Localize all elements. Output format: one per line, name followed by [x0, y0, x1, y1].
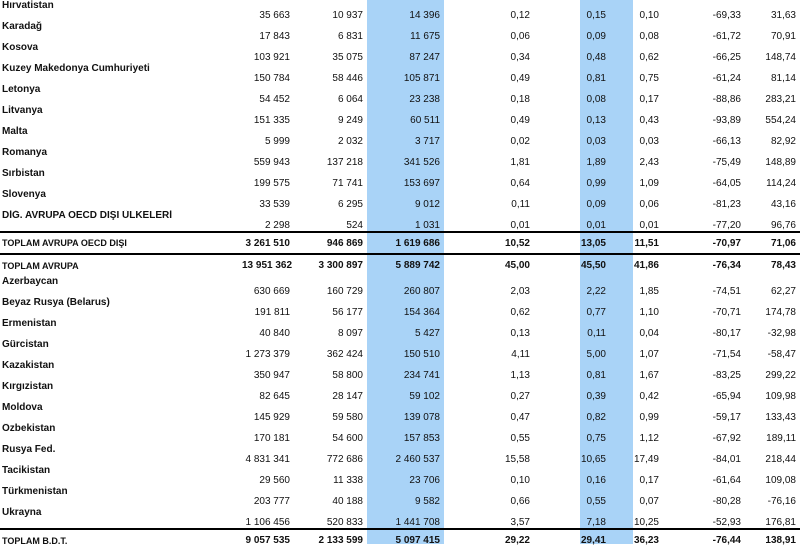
table-row [0, 63, 800, 84]
cell-value: -84,01 [712, 454, 741, 465]
cell-value: 78,43 [770, 260, 796, 271]
cell-value: 3 261 510 [245, 237, 290, 249]
cell-value: 59 580 [332, 412, 363, 423]
cell-value: 29 560 [259, 475, 290, 486]
cell-value: 176,81 [765, 517, 796, 528]
cell-value: 58 446 [332, 73, 363, 84]
cell-value: 71 741 [332, 178, 363, 189]
table-row [0, 507, 800, 529]
cell-value: 5 999 [264, 136, 290, 147]
row-label: Romanya [2, 147, 48, 158]
cell-value: -93,89 [712, 115, 741, 126]
cell-value: 0,48 [586, 52, 606, 63]
cell-value: 5,00 [586, 349, 606, 360]
cell-value: 0,09 [586, 199, 606, 210]
cell-value: 54 452 [259, 94, 290, 105]
row-label: TOPLAM AVRUPA [2, 260, 79, 271]
cell-value: 154 364 [403, 307, 440, 318]
table-row [0, 21, 800, 42]
cell-value: 15,58 [504, 454, 530, 465]
cell-value: 62,27 [770, 286, 796, 297]
cell-value: 1 441 708 [395, 517, 440, 528]
cell-value: 10,65 [580, 454, 606, 465]
cell-value: 3 300 897 [318, 260, 363, 271]
cell-value: 36,23 [633, 535, 659, 546]
cell-value: 35 663 [259, 10, 290, 21]
row-label: Malta [2, 126, 28, 137]
cell-value: 70,91 [770, 31, 796, 42]
table-row [0, 486, 800, 507]
table-row [0, 126, 800, 147]
cell-value: 0,08 [639, 31, 659, 42]
cell-value: 45,00 [504, 260, 530, 271]
cell-value: 0,17 [639, 94, 659, 105]
cell-value: 0,06 [510, 31, 530, 42]
cell-value: 0,42 [639, 391, 659, 402]
cell-value: 114,24 [766, 178, 796, 189]
cell-value: 81,14 [770, 73, 796, 84]
cell-value: 10,52 [504, 237, 530, 249]
row-label: TOPLAM AVRUPA OECD DIŞI [2, 238, 127, 248]
cell-value: 199 575 [253, 178, 290, 189]
cell-value: 1,67 [639, 370, 659, 381]
cell-value: 2 032 [337, 136, 363, 147]
row-label: Slovenya [2, 189, 46, 200]
cell-value: 0,55 [510, 433, 530, 444]
cell-value: 0,99 [586, 178, 606, 189]
row-label: Kuzey Makedonya Cumhuriyeti [2, 63, 150, 74]
total-row [0, 232, 800, 254]
cell-value: 5 427 [414, 328, 440, 339]
cell-value: 10 937 [332, 10, 363, 21]
cell-value: 8 097 [337, 328, 363, 339]
cell-value: 0,15 [586, 10, 606, 21]
cell-value: -66,13 [712, 136, 741, 147]
cell-value: -67,92 [712, 433, 741, 444]
cell-value: 0,11 [511, 199, 530, 210]
table-row [0, 147, 800, 168]
cell-value: 1,09 [639, 178, 659, 189]
cell-value: -71,54 [712, 349, 741, 360]
cell-value: -32,98 [767, 328, 796, 339]
cell-value: -88,86 [712, 94, 741, 105]
cell-value: 350 947 [253, 370, 290, 381]
cell-value: 82 645 [259, 391, 290, 402]
cell-value: 6 064 [337, 94, 363, 105]
cell-value: 5 097 415 [395, 535, 440, 546]
cell-value: 0,06 [639, 199, 659, 210]
cell-value: -80,17 [712, 328, 741, 339]
cell-value: 35 075 [332, 52, 363, 63]
row-label: Ukrayna [2, 507, 42, 518]
cell-value: 43,16 [770, 199, 796, 210]
cell-value: 31,63 [770, 10, 796, 21]
cell-value: 3,57 [510, 517, 530, 528]
cell-value: 33 539 [259, 199, 290, 210]
row-label: Türkmenistan [2, 486, 68, 497]
cell-value: 59 102 [409, 391, 440, 402]
table-row [0, 105, 800, 126]
cell-value: 0,82 [586, 412, 606, 423]
cell-value: 0,64 [510, 178, 530, 189]
cell-value: -81,23 [712, 199, 741, 210]
cell-value: 772 686 [326, 454, 363, 465]
cell-value: 1 106 456 [245, 517, 290, 528]
cell-value: 40 840 [259, 328, 290, 339]
table-row [0, 360, 800, 381]
cell-value: 29,22 [504, 535, 530, 546]
cell-value: 234 741 [403, 370, 440, 381]
cell-value: 9 582 [414, 496, 440, 507]
cell-value: 559 943 [253, 157, 290, 168]
cell-value: -76,16 [767, 496, 796, 507]
cell-value: 11 338 [333, 475, 363, 486]
cell-value: 0,66 [510, 496, 530, 507]
cell-value: 0,77 [586, 307, 606, 318]
cell-value: -61,24 [712, 73, 741, 84]
cell-value: 105 871 [403, 73, 440, 84]
cell-value: 56 177 [332, 307, 363, 318]
row-label: Kosova [2, 42, 39, 53]
cell-value: 45,50 [580, 260, 606, 271]
cell-value: -59,17 [712, 412, 741, 423]
cell-value: 7,18 [586, 517, 606, 528]
cell-value: 157 853 [403, 433, 440, 444]
cell-value: 11,51 [634, 237, 659, 249]
cell-value: 1 031 [414, 220, 440, 231]
cell-value: 71,06 [770, 237, 796, 249]
row-label: Rusya Fed. [2, 444, 56, 455]
cell-value: 0,62 [510, 307, 530, 318]
cell-value: -76,34 [712, 260, 741, 271]
cell-value: 9 057 535 [245, 535, 290, 546]
cell-value: 109,08 [765, 475, 796, 486]
cell-value: 191 811 [254, 307, 290, 318]
cell-value: 362 424 [326, 349, 363, 360]
cell-value: 150 784 [253, 73, 290, 84]
cell-value: 554,24 [765, 115, 796, 126]
cell-value: 0,01 [586, 220, 606, 231]
cell-value: 13,05 [580, 237, 606, 249]
row-label: Azerbaycan [2, 276, 59, 287]
cell-value: 0,49 [510, 73, 530, 84]
cell-value: 160 729 [326, 286, 363, 297]
cell-value: 0,75 [639, 73, 659, 84]
cell-value: 174,78 [765, 307, 796, 318]
row-label: Tacikistan [2, 465, 51, 476]
cell-value: 10,25 [633, 517, 659, 528]
total-row [0, 254, 800, 276]
row-label: Beyaz Rusya (Belarus) [2, 297, 110, 308]
table-row [0, 189, 800, 210]
cell-value: -70,71 [712, 307, 741, 318]
cell-value: 87 247 [409, 52, 440, 63]
cell-value: 341 526 [403, 157, 440, 168]
row-label: Kırgızistan [2, 381, 54, 392]
row-label: Sırbistan [2, 168, 45, 179]
cell-value: 0,07 [639, 496, 659, 507]
cell-value: 3 717 [414, 136, 440, 147]
cell-value: 0,43 [639, 115, 659, 126]
table-row [0, 168, 800, 189]
cell-value: 0,13 [510, 328, 530, 339]
cell-value: 145 929 [253, 412, 290, 423]
cell-value: 2 298 [264, 220, 290, 231]
row-label: Gürcistan [2, 339, 49, 350]
cell-value: 17 843 [259, 31, 290, 42]
cell-value: -58,47 [767, 349, 796, 360]
cell-value: -65,94 [712, 391, 741, 402]
cell-value: 0,47 [510, 412, 530, 423]
cell-value: 40 188 [332, 496, 363, 507]
cell-value: 153 697 [403, 178, 440, 189]
cell-value: 0,10 [639, 10, 659, 21]
cell-value: -75,49 [712, 157, 741, 168]
cell-value: 2 460 537 [395, 454, 440, 465]
cell-value: 0,75 [586, 433, 606, 444]
cell-value: 1,85 [639, 286, 659, 297]
cell-value: 151 335 [253, 115, 290, 126]
cell-value: 189,11 [766, 433, 796, 444]
cell-value: -61,72 [712, 31, 741, 42]
cell-value: 2 133 599 [318, 535, 363, 546]
cell-value: 6 831 [337, 31, 363, 42]
row-label: Moldova [2, 402, 43, 413]
cell-value: -77,20 [712, 220, 741, 231]
cell-value: 13 951 362 [242, 260, 293, 271]
cell-value: 0,81 [586, 73, 606, 84]
cell-value: -83,25 [712, 370, 741, 381]
cell-value: 630 669 [253, 286, 290, 297]
cell-value: 0,18 [510, 94, 530, 105]
cell-value: 0,02 [510, 136, 530, 147]
cell-value: 0,27 [510, 391, 530, 402]
cell-value: 2,03 [510, 286, 530, 297]
cell-value: 0,16 [586, 475, 606, 486]
cell-value: 0,62 [639, 52, 659, 63]
cell-value: 4,11 [511, 349, 530, 360]
table-row [0, 297, 800, 318]
cell-value: 9 012 [414, 199, 440, 210]
cell-value: -76,44 [712, 535, 741, 546]
cell-value: 0,34 [510, 52, 530, 63]
cell-value: 0,04 [639, 328, 659, 339]
row-label: DİĞ. AVRUPA OECD DIŞI ÜLKELERİ [2, 210, 173, 221]
cell-value: 11 675 [410, 31, 440, 42]
cell-value: 1 273 379 [245, 349, 290, 360]
cell-value: 283,21 [765, 94, 796, 105]
cell-value: 109,98 [765, 391, 796, 402]
cell-value: 1,10 [639, 307, 659, 318]
cell-value: 1,89 [586, 157, 606, 168]
cell-value: 148,74 [765, 52, 796, 63]
cell-value: 150 510 [403, 349, 440, 360]
cell-value: -80,28 [712, 496, 741, 507]
table-row [0, 339, 800, 360]
cell-value: 2,43 [639, 157, 659, 168]
cell-value: -64,05 [712, 178, 741, 189]
cell-value: -61,64 [712, 475, 741, 486]
total-row [0, 529, 800, 551]
cell-value: 0,03 [586, 136, 606, 147]
cell-value: 260 807 [403, 286, 440, 297]
cell-value: 54 600 [332, 433, 363, 444]
cell-value: 137 218 [326, 157, 363, 168]
cell-value: -66,25 [712, 52, 741, 63]
cell-value: 0,10 [510, 475, 530, 486]
cell-value: 524 [346, 220, 363, 231]
cell-value: 4 831 341 [245, 454, 290, 465]
cell-value: 0,11 [587, 328, 606, 339]
cell-value: 139 078 [403, 412, 440, 423]
table-row [0, 423, 800, 444]
cell-value: -52,93 [712, 517, 741, 528]
cell-value: 1 619 686 [395, 237, 440, 249]
cell-value: 23 706 [409, 475, 440, 486]
cell-value: 6 295 [337, 199, 363, 210]
cell-value: 0,01 [639, 220, 659, 231]
cell-value: 946 869 [326, 237, 363, 249]
cell-value: 23 238 [409, 94, 440, 105]
table-row [0, 402, 800, 423]
cell-value: 96,76 [770, 220, 796, 231]
row-label: Kazakistan [2, 360, 55, 371]
cell-value: 0,81 [586, 370, 606, 381]
row-label: Hırvatistan [2, 0, 54, 11]
cell-value: -70,97 [712, 237, 741, 249]
row-label: Karadağ [2, 21, 43, 32]
cell-value: 0,49 [510, 115, 530, 126]
table-row [0, 42, 800, 63]
cell-value: 17,49 [633, 454, 659, 465]
cell-value: 60 511 [410, 115, 440, 126]
cell-value: 1,81 [510, 157, 530, 168]
cell-value: 1,07 [639, 349, 659, 360]
cell-value: -69,33 [712, 10, 741, 21]
row-label: Ermenistan [2, 318, 57, 329]
cell-value: 203 777 [253, 496, 290, 507]
table-row [0, 84, 800, 105]
row-label: TOPLAM B.D.T. [2, 535, 68, 546]
cell-value: 2,22 [586, 286, 606, 297]
cell-value: 0,99 [639, 412, 659, 423]
cell-value: 82,92 [770, 136, 796, 147]
cell-value: 0,13 [586, 115, 606, 126]
cell-value: 520 833 [326, 517, 363, 528]
table-row [0, 0, 800, 21]
cell-value: 0,03 [639, 136, 659, 147]
table-row [0, 210, 800, 232]
table-row [0, 444, 800, 465]
cell-value: 41,86 [633, 260, 659, 271]
cell-value: 5 889 742 [395, 260, 440, 271]
cell-value: 1,12 [639, 433, 659, 444]
table-row [0, 465, 800, 486]
row-label: Litvanya [2, 105, 43, 116]
cell-value: 0,08 [586, 94, 606, 105]
cell-value: 138,91 [765, 535, 796, 546]
cell-value: -74,51 [712, 286, 741, 297]
row-label: Letonya [2, 84, 41, 95]
cell-value: 103 921 [253, 52, 290, 63]
table-row [0, 276, 800, 297]
cell-value: 148,89 [765, 157, 796, 168]
cell-value: 58 800 [332, 370, 363, 381]
table-row [0, 318, 800, 339]
cell-value: 0,12 [510, 10, 530, 21]
cell-value: 218,44 [765, 454, 796, 465]
cell-value: 28 147 [332, 391, 363, 402]
table-row [0, 381, 800, 402]
cell-value: 0,55 [586, 496, 606, 507]
cell-value: 0,39 [586, 391, 606, 402]
cell-value: 133,43 [765, 412, 796, 423]
cell-value: 170 181 [253, 433, 290, 444]
cell-value: 1,13 [510, 370, 530, 381]
cell-value: 29,41 [580, 535, 606, 546]
cell-value: 0,01 [510, 220, 530, 231]
row-label: Özbekistan [2, 423, 56, 434]
cell-value: 14 396 [409, 10, 440, 21]
cell-value: 0,17 [639, 475, 659, 486]
cell-value: 9 249 [337, 115, 363, 126]
cell-value: 299,22 [765, 370, 796, 381]
cell-value: 0,09 [586, 31, 606, 42]
